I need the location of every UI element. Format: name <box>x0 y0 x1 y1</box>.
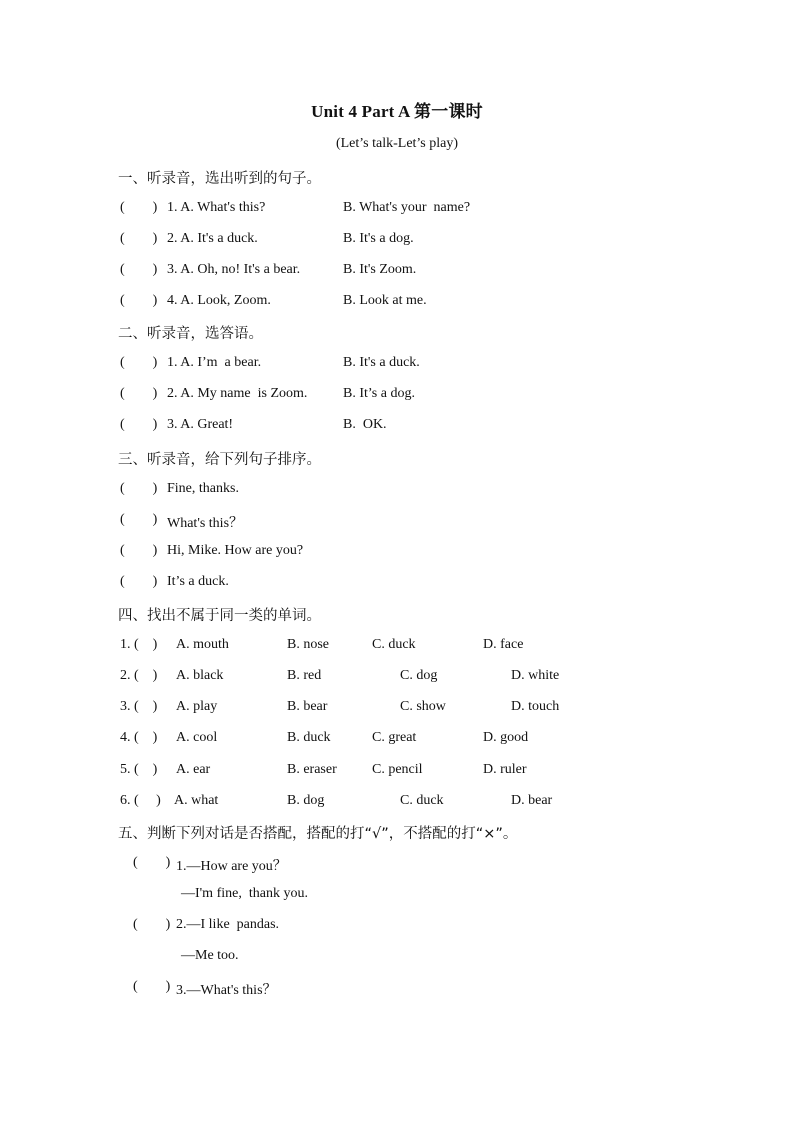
option-c: C. duck <box>372 637 416 652</box>
option-d: D. touch <box>511 699 560 714</box>
option-a: 3. A. Oh, no! It's a bear. <box>167 262 301 277</box>
s4-item-1 <box>0 637 794 657</box>
s1-item-3 <box>0 262 794 282</box>
option-b: B. nose <box>287 637 329 652</box>
option-d: D. bear <box>511 793 553 808</box>
option-a: 1. A. I’m a bear. <box>167 355 262 370</box>
answer-blank[interactable]: 1. ( ) <box>120 637 158 652</box>
sentence: Hi, Mike. How are you? <box>167 543 304 558</box>
sentence: It’s a duck. <box>167 574 229 589</box>
option-a: A. black <box>176 668 224 683</box>
answer-blank[interactable]: ( ) <box>120 386 158 401</box>
sentence: What's this？ <box>167 516 244 531</box>
option-d: D. good <box>483 730 529 745</box>
option-d: D. face <box>483 637 524 652</box>
option-c: C. pencil <box>372 762 423 777</box>
s2-item-1 <box>0 355 794 375</box>
section-4-heading: 四、找出不属于同一类的单词。 <box>118 608 321 624</box>
option-a: A. play <box>176 699 218 714</box>
answer-blank[interactable]: ( ) <box>120 293 158 308</box>
s5-item-3 <box>0 979 794 999</box>
s4-item-6 <box>0 793 794 813</box>
option-a: A. mouth <box>176 637 229 652</box>
section-2-heading: 二、听录音，选答语。 <box>118 326 263 342</box>
s4-item-2 <box>0 668 794 688</box>
page-title: Unit 4 Part A 第一课时 <box>311 102 483 121</box>
dialog-question: 2.—I like pandas. <box>176 917 280 932</box>
s3-item-4 <box>0 574 794 594</box>
answer-blank[interactable]: ( ) <box>120 200 158 215</box>
s1-item-4 <box>0 293 794 313</box>
s4-item-4 <box>0 730 794 750</box>
answer-blank[interactable]: ( ) <box>120 574 158 589</box>
option-c: C. great <box>372 730 417 745</box>
s3-item-3 <box>0 543 794 563</box>
s1-item-1 <box>0 200 794 220</box>
answer-blank[interactable]: ( ) <box>120 417 158 432</box>
option-b: B. What's your name? <box>343 200 471 215</box>
s2-item-3 <box>0 417 794 437</box>
answer-blank[interactable]: ( ) <box>120 355 158 370</box>
option-a: 3. A. Great! <box>167 417 234 432</box>
s5-item-1 <box>0 855 794 875</box>
option-c: C. duck <box>400 793 444 808</box>
option-d: D. white <box>511 668 560 683</box>
option-a: 2. A. My name is Zoom. <box>167 386 308 401</box>
answer-blank[interactable]: ( ) <box>120 231 158 246</box>
option-b: B. It's Zoom. <box>343 262 417 277</box>
option-a: A. cool <box>176 730 218 745</box>
answer-blank[interactable]: 5. ( ) <box>120 762 158 777</box>
s5-item-2 <box>0 917 794 937</box>
answer-blank[interactable]: 4. ( ) <box>120 730 158 745</box>
answer-blank[interactable]: 2. ( ) <box>120 668 158 683</box>
s3-item-1 <box>0 481 794 501</box>
s2-item-2 <box>0 386 794 406</box>
option-d: D. ruler <box>483 762 527 777</box>
option-b: B. OK. <box>343 417 387 432</box>
option-b: B. bear <box>287 699 328 714</box>
option-b: B. dog <box>287 793 325 808</box>
answer-blank[interactable]: ( ) <box>120 481 158 496</box>
option-a: 1. A. What's this? <box>167 200 266 215</box>
dialog-answer: —Me too. <box>181 948 239 963</box>
s4-item-3 <box>0 699 794 719</box>
option-a: A. ear <box>176 762 211 777</box>
dialog-question: 3.—What's this？ <box>176 983 277 998</box>
option-a: A. what <box>174 793 219 808</box>
option-b: B. It’s a dog. <box>343 386 415 401</box>
section-3-heading: 三、听录音，给下列句子排序。 <box>118 452 321 468</box>
answer-blank[interactable]: ( ) <box>120 512 158 527</box>
option-b: B. eraser <box>287 762 337 777</box>
answer-blank[interactable]: 6. ( ) <box>120 793 161 808</box>
option-c: C. show <box>400 699 446 714</box>
answer-blank[interactable]: ( ) <box>120 262 158 277</box>
option-b: B. It's a duck. <box>343 355 420 370</box>
dialog-answer: —I'm fine, thank you. <box>181 886 308 901</box>
answer-blank[interactable]: ( ) <box>133 855 171 870</box>
option-b: B. duck <box>287 730 331 745</box>
option-b: B. Look at me. <box>343 293 427 308</box>
s5-item-1-reply <box>0 886 794 906</box>
s5-item-2-reply <box>0 948 794 968</box>
option-b: B. It's a dog. <box>343 231 414 246</box>
answer-blank[interactable]: ( ) <box>133 979 171 994</box>
s3-item-2 <box>0 512 794 532</box>
sentence: Fine, thanks. <box>167 481 239 496</box>
page-subtitle: (Let’s talk-Let’s play) <box>335 136 459 151</box>
dialog-question: 1.—How are you？ <box>176 859 287 874</box>
option-b: B. red <box>287 668 322 683</box>
option-a: 2. A. It's a duck. <box>167 231 258 246</box>
option-a: 4. A. Look, Zoom. <box>167 293 271 308</box>
s1-item-2 <box>0 231 794 251</box>
answer-blank[interactable]: ( ) <box>120 543 158 558</box>
section-5-heading: 五、判断下列对话是否搭配，搭配的打“√”，不搭配的打“×”。 <box>118 826 518 842</box>
s4-item-5 <box>0 762 794 782</box>
section-1-heading: 一、听录音，选出听到的句子。 <box>118 171 321 187</box>
answer-blank[interactable]: ( ) <box>133 917 171 932</box>
answer-blank[interactable]: 3. ( ) <box>120 699 158 714</box>
option-c: C. dog <box>400 668 438 683</box>
